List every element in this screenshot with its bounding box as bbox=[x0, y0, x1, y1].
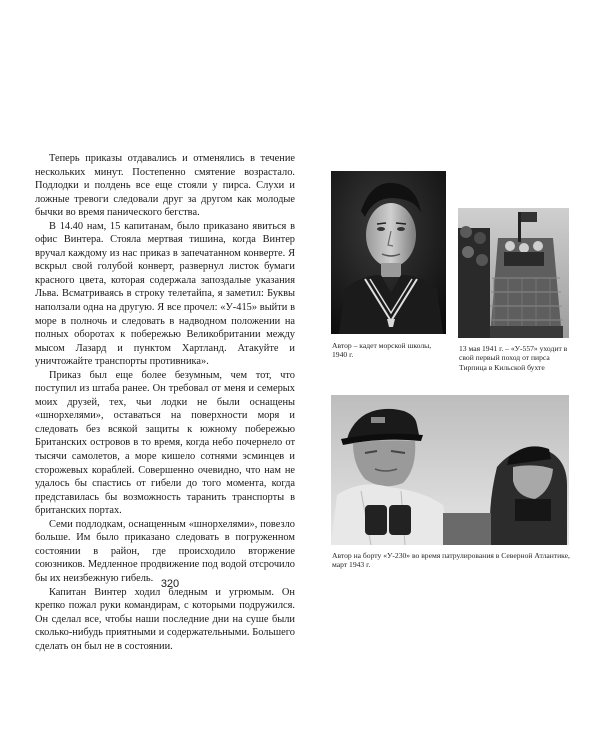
paragraph-1: Теперь приказы отдавались и отменялись в течение нескольких минут. Постепенно смятение возрастало. Подлодки и полдень все еще стояли у пирса. Слухи и ложные тревоги следовали друг за другом как молодые бычки во время панического бегства. bbox=[35, 153, 295, 219]
paragraph-4: Семи подлодкам, оснащенным «шнорхелями», повезло больше. Им было приказано следовать в погруженном состоянии в район, где происходило вторжение союзников. Медленное продвижение под водой отсрочило бы их неизбежную гибель. bbox=[35, 518, 295, 584]
bridge-photo-caption: Автор на борту «У-230» во время патрулирования в Северной Атлантике, март 1943 г. bbox=[332, 551, 570, 570]
paragraph-5: Капитан Винтер ходил бледным и угрюмым. Он крепко пожал руки командирам, с которыми подружился. Он сделал все, чтобы наши последние дни на суше были сколько-нибудь приятными и содержательными. Большего сделать он был не в состоянии. bbox=[35, 586, 295, 652]
portrait-photo-icon bbox=[331, 171, 446, 334]
page-number: 320 bbox=[160, 578, 180, 590]
cadet-portrait-photo bbox=[331, 171, 446, 334]
submarine-tower-photo bbox=[458, 208, 569, 338]
cadet-photo-caption: Автор – кадет морской школы, 1940 г. bbox=[332, 341, 432, 360]
tower-photo-caption: 13 мая 1941 г. – «У-557» уходит в свой первый поход от пирса Тирпица в Кильской бухте bbox=[459, 344, 568, 372]
paragraph-2: В 14.40 нам, 15 капитанам, было приказано явиться в офис Винтера. Стояла мертвая тишина, когда Винтер вручал каждому из нас приказ в запечатанном конверте. Я вскрыл свой голубой конверт, развернул листок бумаги красного цвета, которая содержала запоздалые указания Льва. Всматриваясь в строку телетайпа, я заметил: Буквы наползали одна на другую. Я все прочел: «У-415» выйти в море в полночь и следовать в надводном положении на полных оборотах к побережью Великобритании между мысом Лазард и пунктом Хартланд. Атакуйте и уничтожайте транспорты противника». bbox=[35, 220, 295, 368]
paragraph-3: Приказ был еще более безумным, чем тот, что поступил из штаба ранее. Он требовал от меня и семерых моих друзей, тех, чьи лодки не были оснащены «шнорхелями», оставаться на поверхности моря и следовать без всякой защиты к южному побережью Британских островов в то время, когда небо почернело от тысячи самолетов, а море кишело сотнями эсминцев и сторожевых кораблей. Совершенно очевидно, что нам не удалось бы спастись от гибели до того момента, когда представилась бы возможность таранить транспорты в британских портах. bbox=[35, 369, 295, 517]
bridge-crew-photo bbox=[331, 395, 569, 545]
bridge-crew-photo-icon bbox=[331, 395, 569, 545]
submarine-tower-photo-icon bbox=[458, 208, 569, 338]
